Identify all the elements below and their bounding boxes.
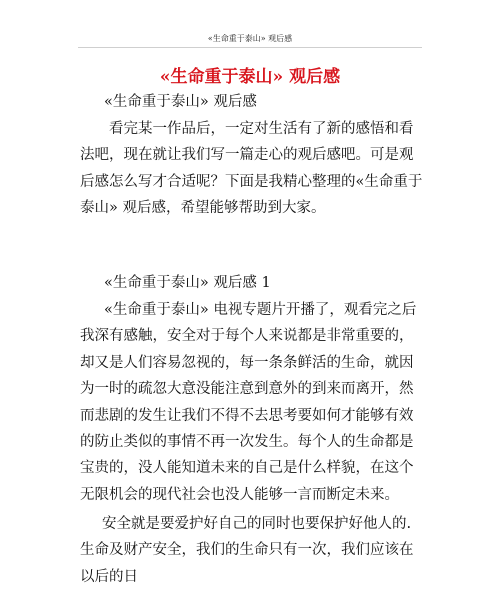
document-title: «生命重于泰山» 观后感	[159, 67, 341, 87]
page-header: «生命重于泰山» 观后感	[207, 34, 293, 43]
paragraph-2	[80, 511, 425, 590]
document-subtitle	[80, 89, 425, 115]
subtitle-text: «生命重于泰山» 观后感	[104, 94, 257, 110]
intro-paragraph	[80, 116, 425, 222]
intro-text: 看完某一作品后，一定对生活有了新的感悟和看法吧，现在就让我们写一篇走心的观后感吧。可是观后感怎么写才合适呢？下面是我精心整理的«生命重于泰山» 观后感，希望能够帮助到大家。	[80, 121, 423, 217]
section-heading-text: «生命重于泰山» 观后感 1	[104, 275, 271, 291]
paragraph-1	[80, 297, 425, 508]
section-heading	[80, 270, 425, 296]
header-divider	[78, 47, 422, 48]
paragraph-1-text: «生命重于泰山» 电视专题片开播了，观看完之后我深有感触，安全对于每个人来说都是非常重要的，却又是人们容易忽视的，每一条条鲜活的生命，就因为一时的疏忽大意没能注意到意外的到来而离开，然而悲剧的发生让我们不得不去思考要如何才能够有效的防止类似的事情不再一次发生。每个人的生命都是宝贵的，没人能知道未来的自己是什么样貌，在这个无限机会的现代社会也没人能够一言而断定未来。	[80, 302, 417, 503]
paragraph-2-text: 安全就是要爱护好自己的同时也要保护好他人的.生命及财产安全，我们的生命只有一次，我们应该在以后的日	[80, 516, 414, 585]
